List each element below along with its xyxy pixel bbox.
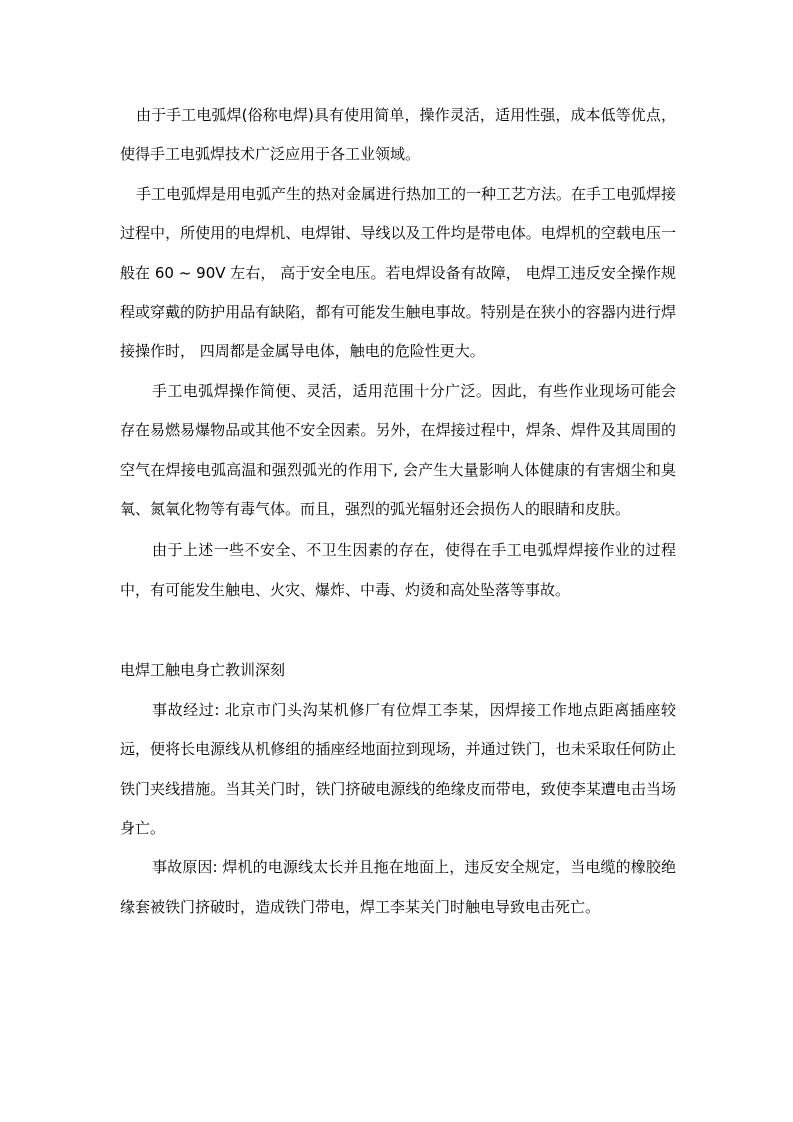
fire-toxic-risk-paragraph: 手工电弧焊操作简便、灵活，适用范围十分广泛。因此，有些作业现场可能会存在易燃易爆物品或其他不安全因素。另外，在焊接过程中，焊条、焊件及其周围的空气在焊接电弧高温和强烈弧光的作用下, 会产生大量影响人体健康的有害烟尘和臭氧、氮氧化物等有毒气体。而且，强烈的弧光辐射还会损伤人的眼睛和皮肤。 — [120, 381, 676, 519]
accident-types-paragraph: 由于上述一些不安全、不卫生因素的存在，使得在手工电弧焊焊接作业的过程中，有可能发生触电、火灾、爆炸、中毒、灼烫和高处坠落等事故。 — [120, 541, 676, 599]
document-body — [120, 96, 676, 927]
accident-cause-paragraph: 事故原因: 焊机的电源线太长并且拖在地面上，违反安全规定，当电缆的橡胶绝缘套被铁门挤破时，造成铁门带电，焊工李某关门时触电导致电击死亡。 — [120, 858, 676, 916]
case-heading: 电焊工触电身亡教训深刻 — [120, 661, 286, 680]
intro-paragraph: 由于手工电弧焊(俗称电焊)具有使用简单，操作灵活，适用性强，成本低等优点，使得手工电弧焊技术广泛应用于各工业领域。 — [120, 106, 676, 164]
accident-process-paragraph: 事故经过: 北京市门头沟某机修厂有位焊工李某，因焊接工作地点距离插座较远，便将长电源线从机修组的插座经地面拉到现场，并通过铁门，也未采取任何防止铁门夹线措施。当其关门时，铁门挤破电源线的绝缘皮而带电，致使李某遭电击当场身亡。 — [120, 700, 676, 837]
electric-shock-risk-paragraph: 手工电弧焊是用电弧产生的热对金属进行热加工的一种工艺方法。在手工电弧焊接过程中，所使用的电焊机、电焊钳、导线以及工件均是带电体。电焊机的空载电压一般在 60 ~ 90V 左右， 高于安全电压。若电焊设备有故障， 电焊工违反安全操作规程或穿戴的防护用品有缺陷，都有可能发生触电事故。特别是在狭小的容器内进行焊接操作时， 四周都是金属导电体，触电的危险性更大。 — [120, 184, 677, 361]
